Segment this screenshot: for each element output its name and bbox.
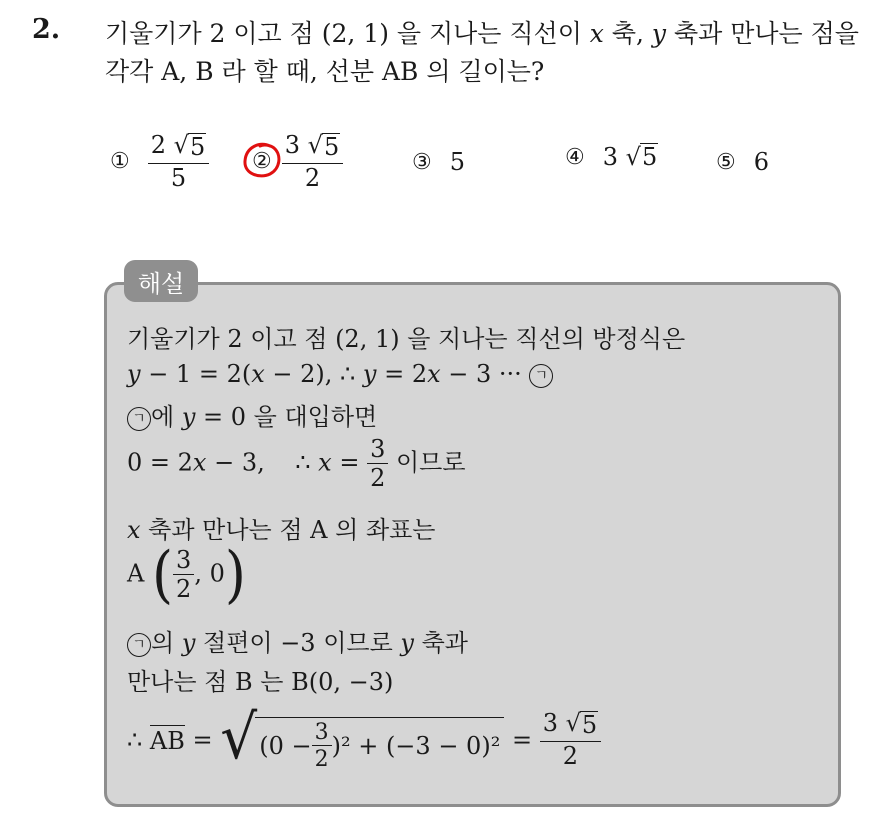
solution-line-5: x 축과 만나는 점 A 의 좌표는 — [127, 516, 436, 544]
solution-line-8: 만나는 점 B 는 B(0, −3) — [127, 668, 394, 696]
option-1-fraction: 2 √ 5 5 — [148, 133, 209, 191]
solution-line-4: 0 = 2x − 3, ∴ x = $\frac{3}{2}$ 이므로 — [127, 435, 466, 493]
option-4[interactable] — [565, 143, 658, 172]
circled-giyeok-icon: ㄱ — [127, 633, 151, 657]
question-line1-part-c: 축과 만나는 점을 — [666, 19, 859, 48]
question-line1-part-a: 기울기가 2 이고 점 (2, 1) 을 지나는 직선이 — [105, 19, 590, 48]
circled-giyeok-icon: ㄱ — [529, 364, 553, 388]
option-4-value: 3 √ 5 — [602, 143, 658, 171]
option-marker-4: ④ — [565, 144, 585, 170]
var-x: x — [589, 19, 604, 48]
question-text-line1 — [105, 14, 859, 50]
option-5-value: 6 — [753, 148, 770, 176]
segment-ab: AB — [149, 727, 185, 755]
selection-circle-icon — [240, 141, 286, 181]
solution-line-9: ∴ AB = √ (0 − $\frac{3}{2}$ )² + (−3 − 0)² = 3 √ 5 2 — [127, 708, 601, 772]
solution-line-3: ㄱ 에 y = 0 을 대입하면 — [127, 397, 377, 432]
distance-sqrt: √ (0 − $\frac{3}{2}$ )² + (−3 − 0)² — [220, 708, 504, 772]
final-answer-fraction: 3 √ 5 2 — [540, 711, 601, 769]
question-text-line2: 각각 A, B 라 할 때, 선분 AB 의 길이는? — [105, 57, 545, 86]
solution-line-2: y − 1 = 2(x − 2), ∴ y = 2x − 3 ··· ㄱ — [127, 360, 553, 388]
option-marker-2: ② — [252, 149, 272, 174]
option-3-value: 5 — [449, 148, 466, 176]
question-number: 2. — [32, 14, 61, 45]
solution-tag: 해설 — [124, 260, 198, 302]
var-y: y — [651, 19, 667, 48]
solution-line-7: ㄱ 의 y 절편이 −3 이므로 y 축과 — [127, 623, 468, 658]
solution-line-6: A ( $\frac{3}{2}$ , 0) — [127, 538, 246, 611]
option-1[interactable] — [110, 133, 209, 191]
option-marker-3: ③ — [412, 149, 432, 175]
option-2-fraction: 3 √ 5 2 — [282, 133, 343, 191]
circled-giyeok-icon: ㄱ — [127, 407, 151, 431]
option-marker-5: ⑤ — [716, 149, 736, 175]
option-2[interactable] — [252, 133, 343, 191]
option-3[interactable] — [412, 148, 465, 176]
option-5[interactable] — [716, 148, 769, 176]
option-marker-1: ① — [110, 149, 130, 175]
solution-line-1: 기울기가 2 이고 점 (2, 1) 을 지나는 직선의 방정식은 — [127, 325, 686, 353]
question-line1-part-b: 축, — [603, 19, 652, 48]
